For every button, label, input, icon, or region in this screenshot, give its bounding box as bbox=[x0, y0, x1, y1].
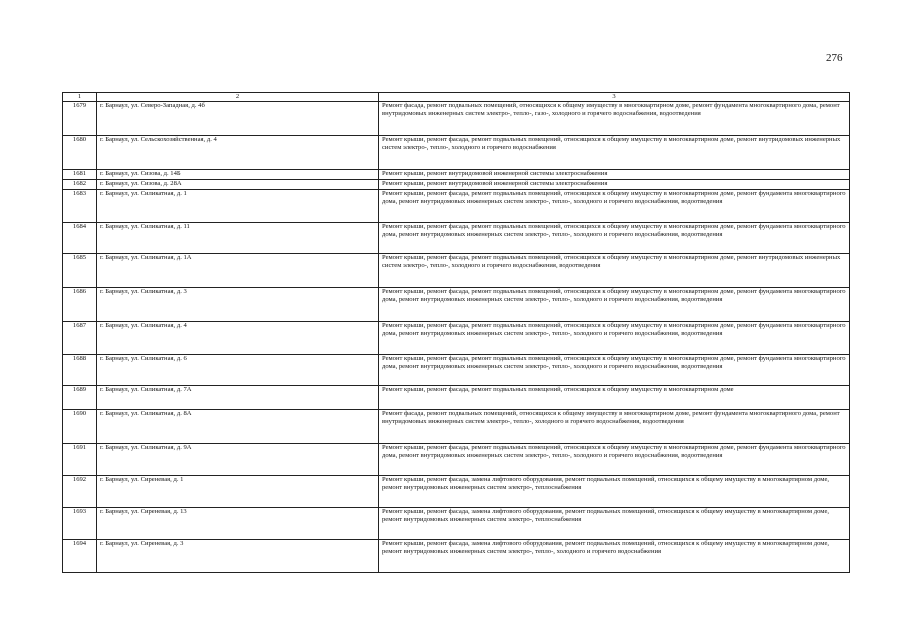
row-number: 1679 bbox=[63, 102, 97, 136]
row-address: г. Барнаул, ул. Силикатная, д. 8А bbox=[97, 410, 379, 444]
table-row bbox=[63, 288, 850, 322]
row-works: Ремонт крыши, ремонт внутридомовой инженерной системы электроснабжения bbox=[379, 180, 850, 190]
row-address: г. Барнаул, ул. Северо-Западная, д. 4б bbox=[97, 102, 379, 136]
row-works: Ремонт крыши, ремонт фасада, замена лифтового оборудования, ремонт подвальных помещений, относящихся к общему имуществу в многоквартирном доме, ремонт внутридомовых инженерных систем электро-, тепло-, холодного и горячего водоснабжения bbox=[379, 540, 850, 573]
row-works: Ремонт фасада, ремонт подвальных помещений, относящихся к общему имуществу в многоквартирном доме, ремонт фундамента многоквартирного дома, ремонт внутридомовых инженерных систем электро-, тепло-, холодного и горячего водоснабжения, водоотведения bbox=[379, 410, 850, 444]
row-works: Ремонт крыши, ремонт фасада, замена лифтового оборудования, ремонт подвальных помещений, относящихся к общему имуществу в многоквартирном доме, ремонт внутридомовых инженерных систем электро-, теплоснабжения bbox=[379, 476, 850, 508]
header-col-3: 3 bbox=[379, 93, 850, 102]
table-row bbox=[63, 170, 850, 180]
row-number: 1684 bbox=[63, 223, 97, 254]
row-works: Ремонт крыши, ремонт фасада, ремонт подвальных помещений, относящихся к общему имуществу в многоквартирном доме, ремонт фундамента многоквартирного дома, ремонт внутридомовых инженерных систем электро-, тепло-, холодного и горячего водоснабжения, водоотведения bbox=[379, 190, 850, 223]
row-number: 1690 bbox=[63, 410, 97, 444]
table-row bbox=[63, 136, 850, 170]
row-address: г. Барнаул, ул. Силикатная, д. 11 bbox=[97, 223, 379, 254]
row-address: г. Барнаул, ул. Силикатная, д. 4 bbox=[97, 322, 379, 355]
row-number: 1685 bbox=[63, 254, 97, 288]
row-address: г. Барнаул, ул. Сизова, д. 14Б bbox=[97, 170, 379, 180]
row-number: 1683 bbox=[63, 190, 97, 223]
table-row bbox=[63, 444, 850, 476]
table-row bbox=[63, 322, 850, 355]
works-table bbox=[62, 92, 850, 573]
table-row bbox=[63, 102, 850, 136]
row-address: г. Барнаул, ул. Сиреневая, д. 3 bbox=[97, 540, 379, 573]
row-number: 1694 bbox=[63, 540, 97, 573]
row-number: 1681 bbox=[63, 170, 97, 180]
table-row bbox=[63, 355, 850, 386]
row-works: Ремонт крыши, ремонт фасада, ремонт подвальных помещений, относящихся к общему имуществу в многоквартирном доме, ремонт фундамента многоквартирного дома, ремонт внутридомовых инженерных систем электро-, тепло-, холодного и горячего водоснабжения, водоотведения bbox=[379, 355, 850, 386]
table-row bbox=[63, 508, 850, 540]
table-row bbox=[63, 254, 850, 288]
row-address: г. Барнаул, ул. Силикатная, д. 1 bbox=[97, 190, 379, 223]
row-address: г. Барнаул, ул. Сиреневая, д. 1 bbox=[97, 476, 379, 508]
row-works: Ремонт крыши, ремонт фасада, ремонт подвальных помещений, относящихся к общему имуществу в многоквартирном доме, ремонт фундамента многоквартирного дома, ремонт внутридомовых инженерных систем электро-, тепло-, холодного и горячего водоснабжения, водоотведения bbox=[379, 288, 850, 322]
row-number: 1693 bbox=[63, 508, 97, 540]
table-row bbox=[63, 386, 850, 410]
row-works: Ремонт крыши, ремонт фасада, ремонт подвальных помещений, относящихся к общему имуществу в многоквартирном доме, ремонт фундамента многоквартирного дома, ремонт внутридомовых инженерных систем электро-, тепло-, холодного и горячего водоснабжения, водоотведения bbox=[379, 322, 850, 355]
table-row bbox=[63, 476, 850, 508]
row-address: г. Барнаул, ул. Силикатная, д. 9А bbox=[97, 444, 379, 476]
table-row bbox=[63, 223, 850, 254]
row-works: Ремонт крыши, ремонт фасада, ремонт подвальных помещений, относящихся к общему имуществу в многоквартирном доме, ремонт фундамента многоквартирного дома, ремонт внутридомовых инженерных систем электро-, тепло-, холодного и горячего водоснабжения, водоотведения bbox=[379, 223, 850, 254]
row-works: Ремонт крыши, ремонт фасада, ремонт подвальных помещений, относящихся к общему имуществу в многоквартирном доме, ремонт фундамента многоквартирного дома, ремонт внутридомовых инженерных систем электро-, тепло-, холодного и горячего водоснабжения, водоотведения bbox=[379, 444, 850, 476]
row-number: 1692 bbox=[63, 476, 97, 508]
row-address: г. Барнаул, ул. Силикатная, д. 3 bbox=[97, 288, 379, 322]
table-row bbox=[63, 540, 850, 573]
document-table-wrapper bbox=[62, 92, 849, 573]
page-number: 276 bbox=[826, 52, 843, 64]
table-row bbox=[63, 180, 850, 190]
row-works: Ремонт крыши, ремонт фасада, ремонт подвальных помещений, относящихся к общему имуществу в многоквартирном доме, ремонт внутридомовых инженерных систем электро-, тепло-, холодного и горячего водоснабжения bbox=[379, 136, 850, 170]
row-works: Ремонт крыши, ремонт фасада, замена лифтового оборудования, ремонт подвальных помещений, относящихся к общему имуществу в многоквартирном доме, ремонт внутридомовых инженерных систем электро-, теплоснабжения bbox=[379, 508, 850, 540]
row-number: 1691 bbox=[63, 444, 97, 476]
row-address: г. Барнаул, ул. Сизова, д. 28А bbox=[97, 180, 379, 190]
row-address: г. Барнаул, ул. Силикатная, д. 1А bbox=[97, 254, 379, 288]
row-number: 1682 bbox=[63, 180, 97, 190]
row-works: Ремонт фасада, ремонт подвальных помещений, относящихся к общему имуществу в многоквартирном доме, ремонт фундамента многоквартирного дома, ремонт внутридомовых инженерных систем электро-, тепло-, газо-, холодного и горячего водоснабжения, водоотведения bbox=[379, 102, 850, 136]
row-number: 1680 bbox=[63, 136, 97, 170]
table-header-row bbox=[63, 93, 850, 102]
row-number: 1689 bbox=[63, 386, 97, 410]
header-col-1: 1 bbox=[63, 93, 97, 102]
row-number: 1686 bbox=[63, 288, 97, 322]
row-number: 1687 bbox=[63, 322, 97, 355]
row-address: г. Барнаул, ул. Силикатная, д. 6 bbox=[97, 355, 379, 386]
row-works: Ремонт крыши, ремонт фасада, ремонт подвальных помещений, относящихся к общему имуществу в многоквартирном доме, ремонт внутридомовых инженерных систем электро-, тепло-, холодного и горячего водоснабжения, водоотведения bbox=[379, 254, 850, 288]
row-address: г. Барнаул, ул. Сиреневая, д. 13 bbox=[97, 508, 379, 540]
header-col-2: 2 bbox=[97, 93, 379, 102]
row-works: Ремонт крыши, ремонт внутридомовой инженерной системы электроснабжения bbox=[379, 170, 850, 180]
row-works: Ремонт крыши, ремонт фасада, ремонт подвальных помещений, относящихся к общему имуществу в многоквартирном доме bbox=[379, 386, 850, 410]
row-address: г. Барнаул, ул. Силикатная, д. 7А bbox=[97, 386, 379, 410]
row-address: г. Барнаул, ул. Сельскохозяйственная, д. 4 bbox=[97, 136, 379, 170]
table-row bbox=[63, 410, 850, 444]
row-number: 1688 bbox=[63, 355, 97, 386]
table-row bbox=[63, 190, 850, 223]
